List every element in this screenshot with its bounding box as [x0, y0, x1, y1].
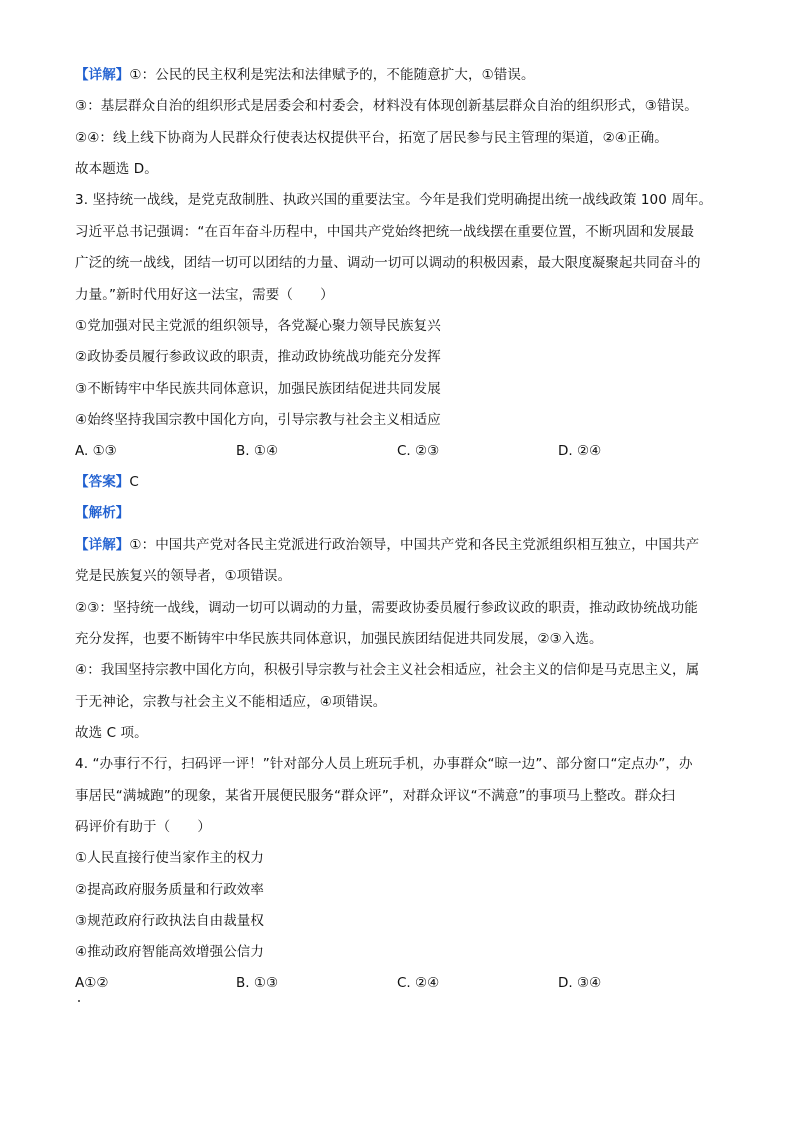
line-text: ②③：坚持统一战线，调动一切可以调动的力量，需要政协委员履行参政议政的职责，推动政协统战功能: [75, 600, 698, 616]
text-line: [75, 786, 725, 806]
text-line: [75, 598, 725, 618]
line-text: 于无神论，宗教与社会主义不能相适应，④项错误。: [75, 694, 387, 710]
option-a: A①②: [75, 975, 109, 991]
text-line: [75, 723, 725, 743]
answer-value: C: [129, 474, 139, 490]
text-line: [75, 65, 725, 85]
text-line: [75, 96, 725, 116]
question-4-stem: [75, 754, 725, 774]
text-line: [75, 535, 725, 555]
line-text: 码评价有助于（ ）: [75, 819, 211, 835]
option-d: D. ③④: [558, 975, 602, 991]
line-text: 力量。”新时代用好这一法宝，需要（ ）: [75, 287, 334, 303]
answer-tag: 【答案】: [75, 474, 130, 490]
option-a: A. ①③: [75, 443, 117, 459]
text-line: [75, 566, 725, 586]
text-line: [75, 660, 725, 680]
line-text: ③规范政府行政执法自由裁量权: [75, 913, 265, 929]
line-text: ②政协委员履行参政议政的职责，推动政协统战功能充分发挥: [75, 349, 441, 365]
line-text: ②④：线上线下协商为人民群众行使表达权提供平台，拓宽了居民参与民主管理的渠道，②④正确。: [75, 130, 668, 146]
question-3-options: [75, 441, 725, 461]
line-text: ④始终坚持我国宗教中国化方向，引导宗教与社会主义相适应: [75, 412, 441, 428]
text-line: [75, 253, 725, 273]
line-text: 党是民族复兴的领导者，①项错误。: [75, 568, 292, 584]
question-4-options: [75, 973, 725, 993]
text-line: [75, 629, 725, 649]
analysis-heading: [75, 503, 725, 523]
line-text: 故本题选 D。: [75, 161, 158, 177]
answer-line: [75, 472, 725, 492]
line-text: ①人民直接行使当家作主的权力: [75, 850, 265, 866]
detail-tag: 【详解】: [75, 67, 130, 83]
text-line: [75, 817, 725, 837]
line-text: 广泛的统一战线，团结一切可以团结的力量、调动一切可以调动的积极因素，最大限度凝聚起共同奋斗的: [75, 255, 701, 271]
option-b: B. ①④: [236, 443, 279, 459]
option-c: C. ②④: [397, 975, 440, 991]
statement-item: [75, 880, 725, 900]
statement-item: [75, 911, 725, 931]
line-text: 4. “办事行不行，扫码评一评！”针对部分人员上班玩手机，办事群众“晾一边”、部分窗口“定点办”，办: [75, 756, 693, 772]
line-text: ①党加强对民主党派的组织领导，各党凝心聚力领导民族复兴: [75, 318, 441, 334]
statement-item: [75, 379, 725, 399]
line-text: 事居民“满城跑”的现象，某省开展便民服务“群众评”，对群众评议“不满意”的事项马上整改。群众扫: [75, 788, 676, 804]
statement-item: [75, 410, 725, 430]
line-text: 故选 C 项。: [75, 725, 148, 741]
line-text: ③：基层群众自治的组织形式是居委会和村委会，材料没有体现创新基层群众自治的组织形式，③错误。: [75, 98, 698, 114]
line-text: ③不断铸牢中华民族共同体意识，加强民族团结促进共同发展: [75, 381, 441, 397]
option-b: B. ①③: [236, 975, 279, 991]
statement-item: [75, 942, 725, 962]
line-text: ④推动政府智能高效增强公信力: [75, 944, 265, 960]
text-line: [75, 128, 725, 148]
line-text: 充分发挥，也要不断铸牢中华民族共同体意识，加强民族团结促进共同发展，②③入选。: [75, 631, 603, 647]
analysis-tag: 【解析】: [75, 505, 130, 521]
statement-item: [75, 848, 725, 868]
option-c: C. ②③: [397, 443, 440, 459]
question-3-stem: [75, 190, 725, 210]
line-text: ④：我国坚持宗教中国化方向，积极引导宗教与社会主义社会相适应，社会主义的信仰是马克思主义，属: [75, 662, 700, 678]
text-line: [75, 222, 725, 242]
statement-item: [75, 347, 725, 367]
line-text: ①：公民的民主权利是宪法和法律赋予的，不能随意扩大，①错误。: [129, 67, 535, 83]
line-text: ②提高政府服务质量和行政效率: [75, 882, 265, 898]
line-text: 3. 坚持统一战线，是党克敌制胜、执政兴国的重要法宝。今年是我们党明确提出统一战线政策 100 周年。: [75, 192, 713, 208]
text-line: [75, 692, 725, 712]
text-line: [75, 159, 725, 179]
line-text: ①：中国共产党对各民主党派进行政治领导，中国共产党和各民主党派组织相互独立，中国共产: [129, 537, 700, 553]
statement-item: [75, 316, 725, 336]
stray-dot: [78, 1000, 80, 1002]
option-d: D. ②④: [558, 443, 602, 459]
line-text: 习近平总书记强调：“在百年奋斗历程中，中国共产党始终把统一战线摆在重要位置，不断巩固和发展最: [75, 224, 695, 240]
detail-tag: 【详解】: [75, 537, 130, 553]
text-line: [75, 285, 725, 305]
